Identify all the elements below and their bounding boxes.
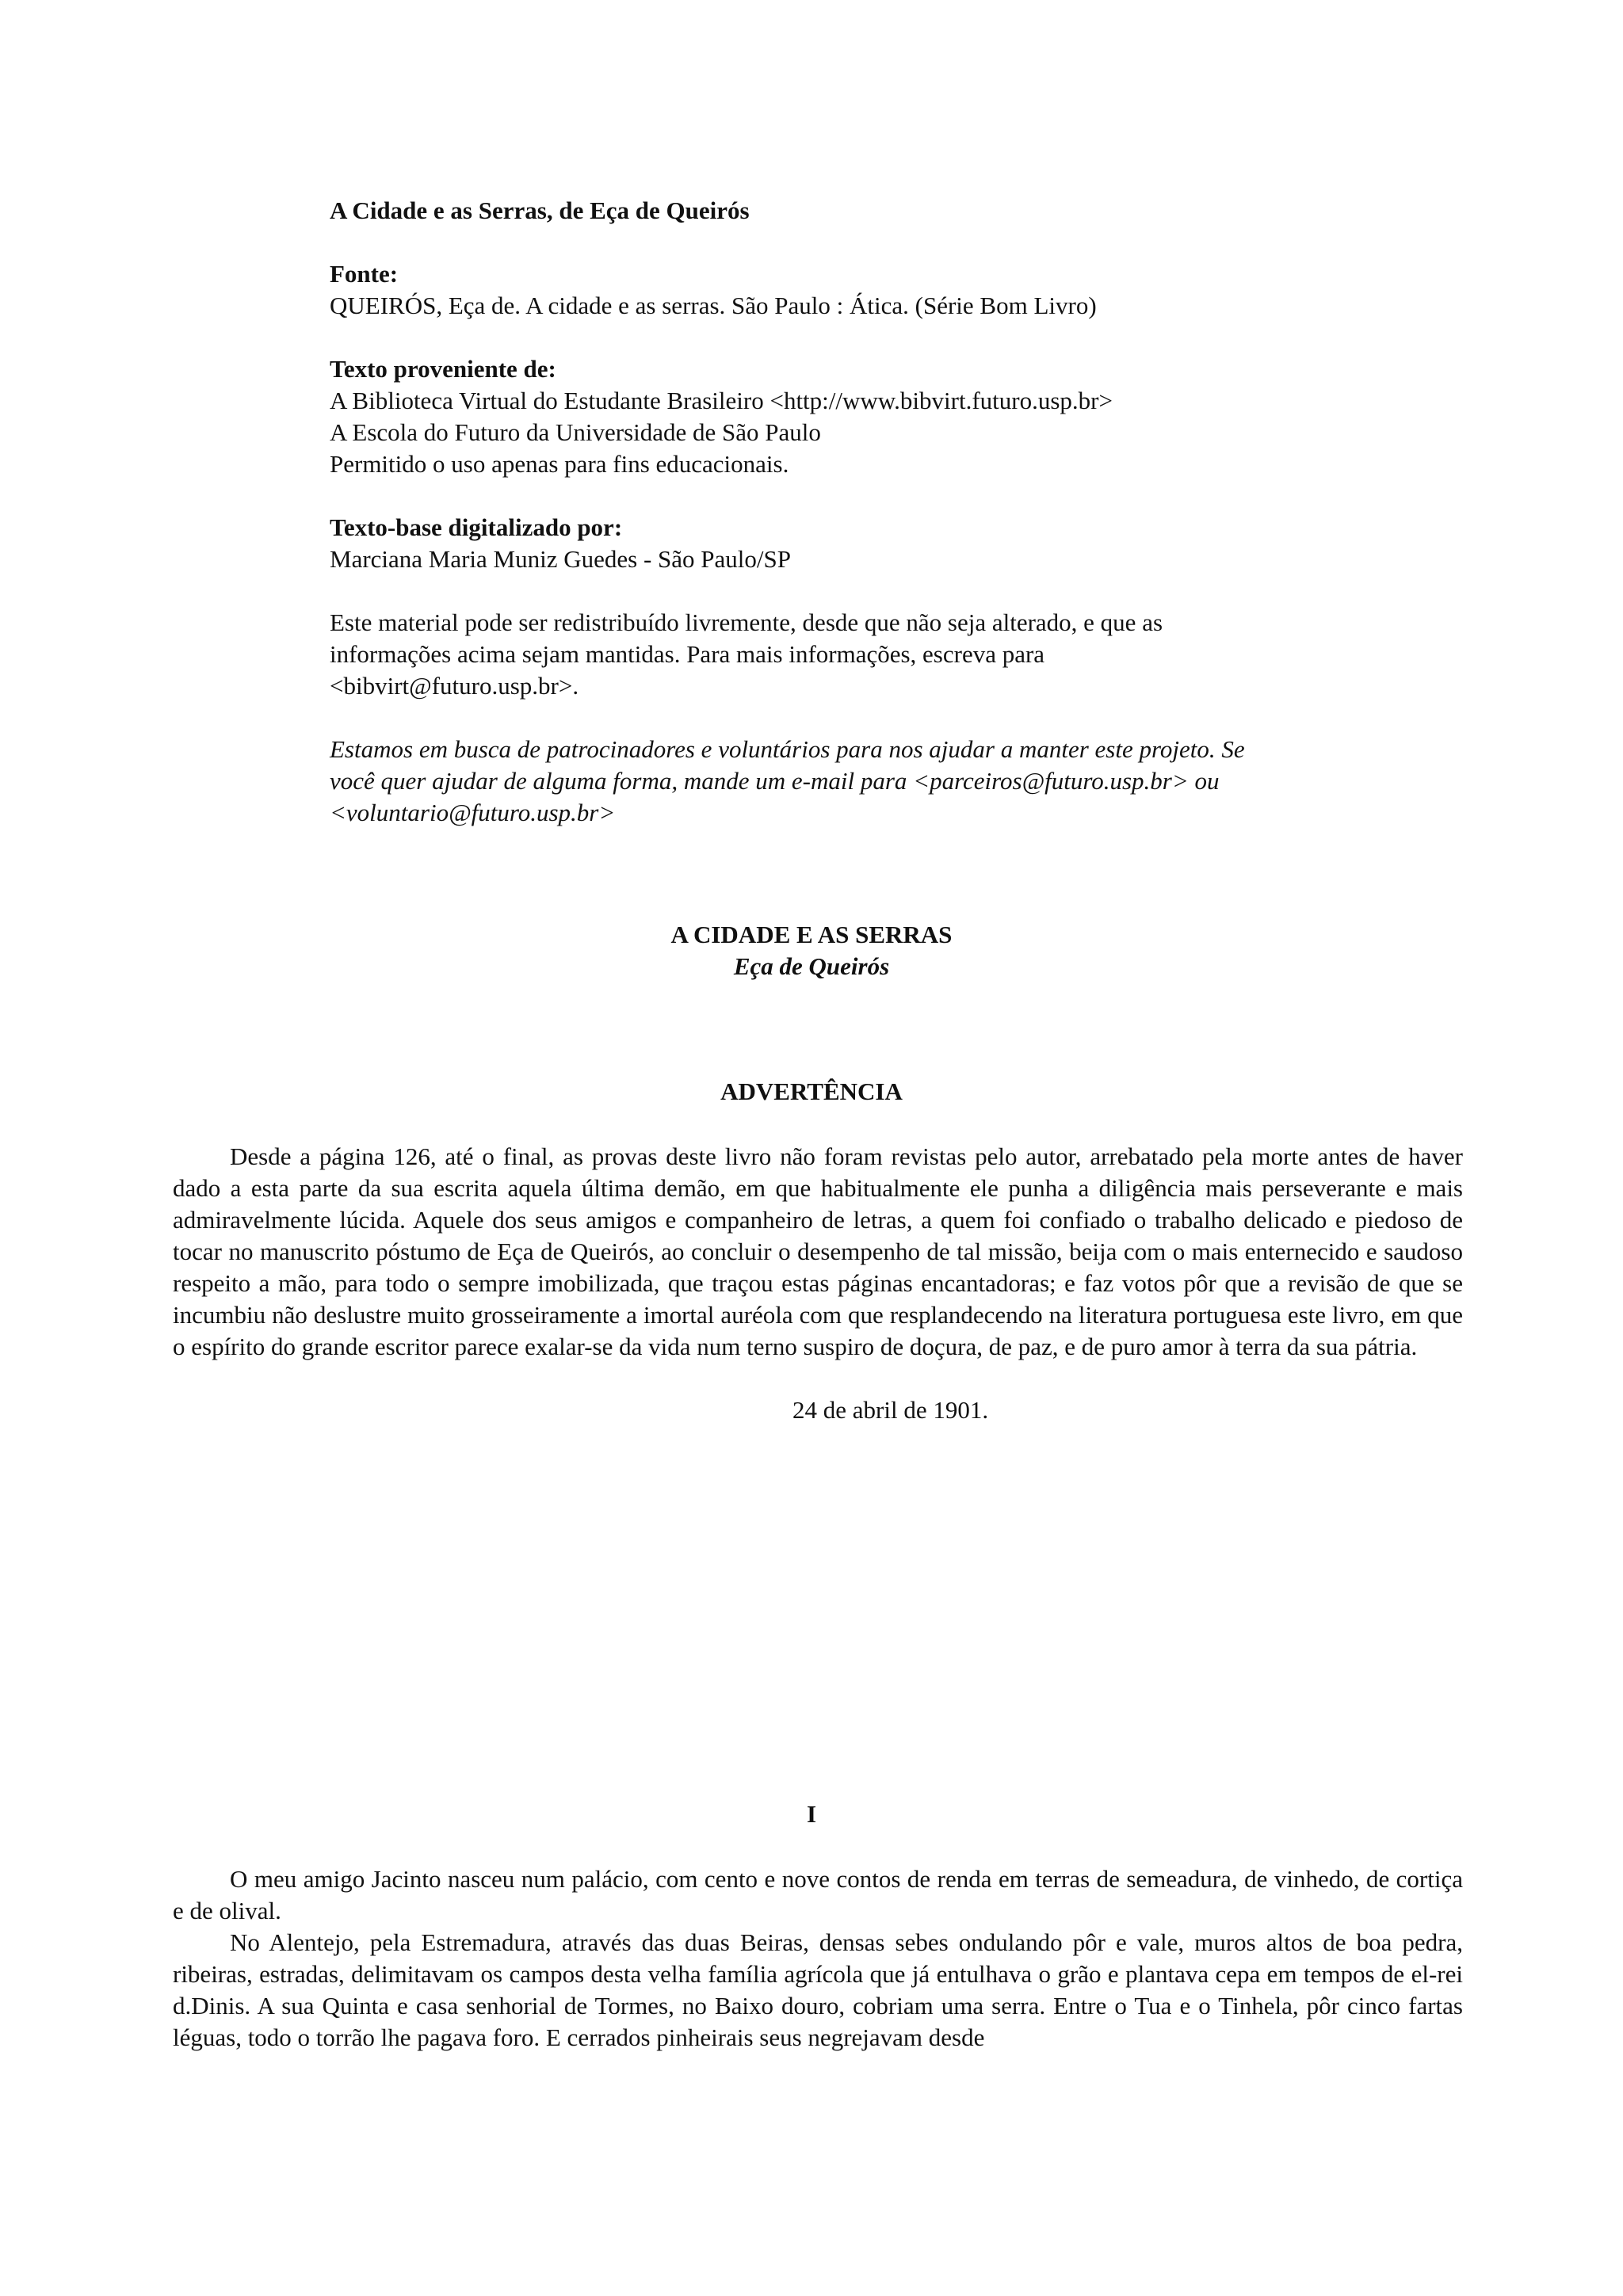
sponsors-section (330, 734, 1455, 829)
license-section (330, 607, 1455, 702)
sponsors-line: Estamos em busca de patrocinadores e voluntários para nos ajudar a manter este projeto. Se (330, 735, 1245, 763)
source-label: Fonte: (330, 260, 399, 288)
advertencia-heading (0, 1076, 1623, 1108)
license-line: <bibvirt@futuro.usp.br>. (330, 672, 579, 700)
book-title: A CIDADE E AS SERRAS (670, 921, 953, 948)
digitized-text: Marciana Maria Muniz Guedes - São Paulo/SP (330, 545, 791, 573)
chapter-body (173, 1863, 1463, 2054)
chapter-number: I (806, 1800, 817, 1828)
digitized-label: Texto-base digitalizado por: (330, 513, 623, 541)
book-heading (0, 919, 1623, 982)
advertencia-date: 24 de abril de 1901. (792, 1396, 989, 1424)
advertencia-body (173, 1141, 1463, 1363)
document-title: A Cidade e as Serras, de Eça de Queirós (330, 196, 750, 224)
source-section (330, 258, 1455, 322)
chapter-paragraph: O meu amigo Jacinto nasceu num palácio, com cento e nove contos de renda em terras de semeadura, de vinhedo, de cortiça e de olival. (173, 1865, 1463, 1924)
advertencia-paragraph: Desde a página 126, até o final, as provas deste livro não foram revistas pelo autor, arrebatado pela morte antes de haver dado a esta parte da sua escrita aquela última demão, em que habitualmente ele punha a diligência mais perseverante e mais admiravelmente lúcida. Aquele dos seus amigos e companheiro de letras, a quem foi confiado o trabalho delicado e piedoso de tocar no manuscrito póstumo de Eça de Queirós, ao concluir o desempenho de tal missão, beija com o mais enternecido e saudoso respeito a mão, para todo o sempre imobilizada, que traçou estas páginas encantadoras; e faz votos pôr que a revisão de que se incumbiu não deslustre muito grosseiramente a imortal auréola com que resplandecendo na literatura portuguesa este livro, em que o espírito do grande escritor parece exalar-se da vida num terno suspiro de doçura, de paz, e de puro amor à terra da sua pátria. (173, 1142, 1463, 1360)
provenance-label: Texto proveniente de: (330, 355, 556, 383)
sponsors-line: você quer ajudar de alguma forma, mande um e-mail para <parceiros@futuro.usp.br> ou (330, 767, 1220, 795)
provenance-section (330, 353, 1455, 480)
book-author: Eça de Queirós (733, 952, 890, 980)
chapter-paragraph: No Alentejo, pela Estremadura, através das duas Beiras, densas sebes ondulando pôr e vale, muros altos de boa pedra, ribeiras, estradas, delimitavam os campos desta velha família agrícola que já entulhava o grão e plantava cepa em tempos de el-rei d.Dinis. A sua Quinta e casa senhorial de Tormes, no Baixo douro, cobriam uma serra. Entre o Tua e o Tinhela, pôr cinco fartas léguas, todo o torrão lhe pagava foro. E cerrados pinheirais seus negrejavam desde (173, 1928, 1463, 2051)
license-line: Este material pode ser redistribuído livremente, desde que não seja alterado, e que as (330, 608, 1163, 636)
license-line: informações acima sejam mantidas. Para mais informações, escreva para (330, 640, 1045, 668)
sponsors-line: <voluntario@futuro.usp.br> (330, 799, 616, 826)
provenance-line: A Biblioteca Virtual do Estudante Brasileiro <http://www.bibvirt.futuro.usp.br> (330, 387, 1113, 414)
metadata-block (330, 195, 1455, 860)
provenance-line: Permitido o uso apenas para fins educacionais. (330, 450, 789, 478)
source-text: QUEIRÓS, Eça de. A cidade e as serras. São Paulo : Ática. (Série Bom Livro) (330, 292, 1097, 319)
advertencia-title: ADVERTÊNCIA (720, 1077, 903, 1105)
provenance-line: A Escola do Futuro da Universidade de São Paulo (330, 418, 821, 446)
chapter-heading (0, 1798, 1623, 1830)
digitized-section (330, 512, 1455, 575)
